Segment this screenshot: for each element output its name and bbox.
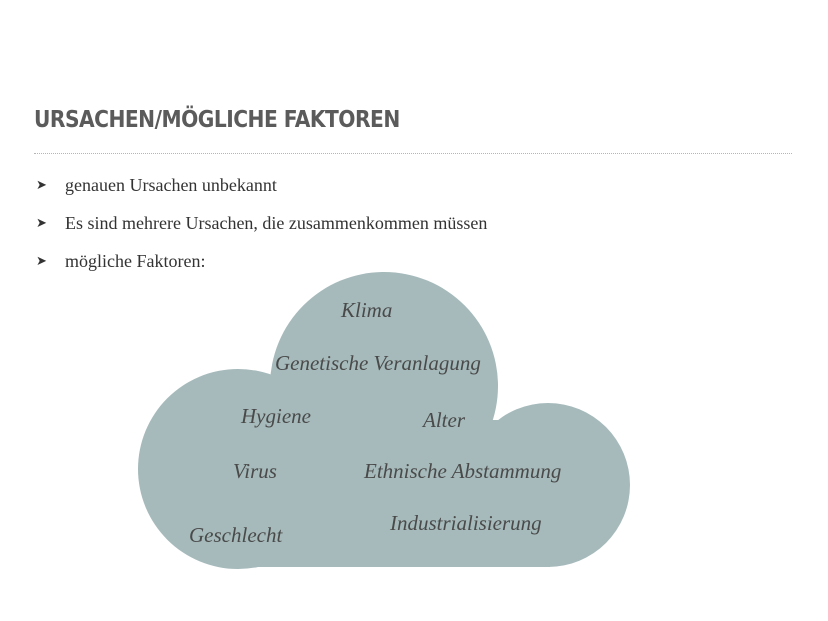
arrowhead-icon: ➤ [36, 177, 47, 193]
factor-genetische-veranlagung: Genetische Veranlagung [275, 351, 481, 375]
factor-virus: Virus [233, 459, 277, 483]
factor-industrialisierung: Industrialisierung [390, 511, 542, 535]
arrowhead-icon: ➤ [36, 215, 47, 231]
factor-geschlecht: Geschlecht [189, 523, 283, 547]
factor-hygiene: Hygiene [241, 404, 311, 428]
bullet-text: genauen Ursachen unbekannt [65, 174, 277, 195]
bullet-text: Es sind mehrere Ursachen, die zusammenkommen müssen [65, 212, 488, 233]
factor-klima: Klima [341, 298, 393, 322]
factor-ethnische-abstammung: Ethnische Abstammung [364, 459, 562, 483]
slide-title: URSACHEN/MÖGLICHE FAKTOREN [34, 107, 400, 133]
factor-alter: Alter [423, 408, 465, 432]
arrowhead-icon: ➤ [36, 253, 47, 269]
bullet-text: mögliche Faktoren: [65, 250, 206, 271]
